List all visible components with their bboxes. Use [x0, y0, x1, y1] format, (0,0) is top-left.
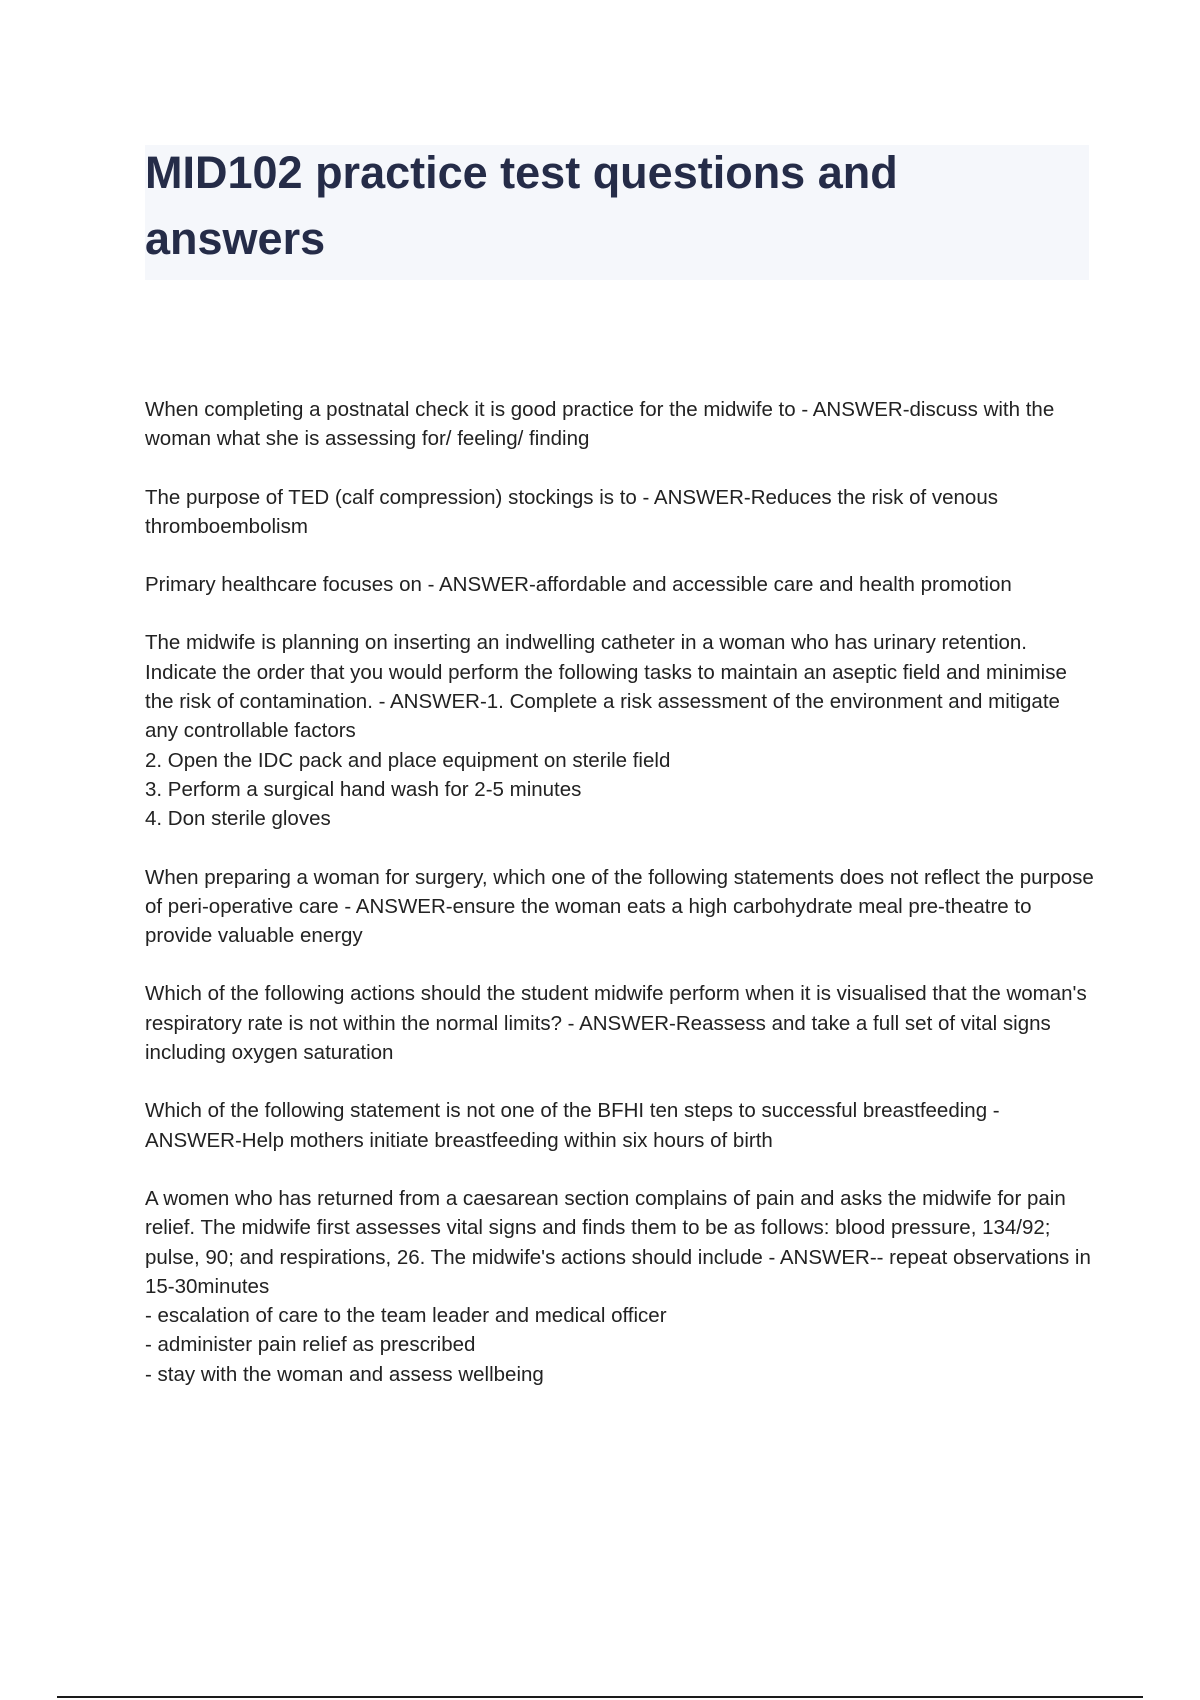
qa-item: When completing a postnatal check it is good practice for the midwife to - ANSWER-discuss with the woman what she is assessing for/ feeling/ finding: [145, 398, 1055, 451]
qa-item: A women who has returned from a caesarean section complains of pain and asks the midwife for pain relief. The midwife first assesses vital signs and finds them to be as follows: blood pressure, 134/92; pulse, 90; and respirations, 26. The midwife's actions should include - ANSWER-- repeat observations in 15-30minutes - escalation of care to the team leader and medical officer - administer pain relief as prescribed - stay with the woman and assess wellbeing: [145, 1186, 1091, 1386]
qa-item: Which of the following actions should the student midwife perform when it is visualised that the woman's respiratory rate is not within the normal limits? - ANSWER-Reassess and take a full set of vital signs including oxygen saturation: [145, 982, 1087, 1065]
document-title: MID102 practice test questions and answers: [145, 147, 898, 264]
qa-item: When preparing a woman for surgery, which one of the following statements does not reflect the purpose of peri-operative care - ANSWER-ensure the woman eats a high carbohydrate meal pre-theatre to provide valuable energy: [145, 865, 1094, 948]
qa-item: Which of the following statement is not one of the BFHI ten steps to successful breastfeeding - ANSWER-Help mothers initiate breastfeeding within six hours of birth: [145, 1099, 1000, 1152]
qa-item: The purpose of TED (calf compression) stockings is to - ANSWER-Reduces the risk of venous thromboembolism: [145, 485, 998, 538]
qa-item: Primary healthcare focuses on - ANSWER-affordable and accessible care and health promotion: [145, 573, 1012, 597]
qa-list: [145, 395, 1095, 1418]
qa-item: The midwife is planning on inserting an indwelling catheter in a woman who has urinary retention. Indicate the order that you would perform the following tasks to maintain an aseptic field and minimise the risk of contamination. - ANSWER-1. Complete a risk assessment of the environment and mitigate any controllable factors 2. Open the IDC pack and place equipment on sterile field 3. Perform a surgical hand wash for 2-5 minutes 4. Don sterile gloves: [145, 631, 1067, 831]
footer-divider: [57, 1696, 1143, 1698]
